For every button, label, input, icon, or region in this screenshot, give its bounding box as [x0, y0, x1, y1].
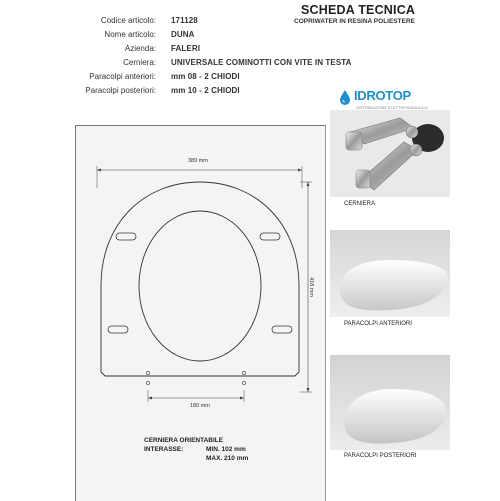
interasse-label: INTERASSE:	[144, 446, 184, 453]
seat-outline-drawing	[76, 126, 325, 501]
width-dimension-label: 389 mm	[188, 158, 208, 164]
spec-value-rear-bumpers: mm 10 - 2 CHIODI	[171, 86, 240, 95]
height-dimension-label: 418 mm	[307, 277, 314, 297]
spec-value-company: FALERI	[171, 44, 201, 53]
spec-label-hinge: Cerniera:	[123, 58, 156, 67]
brand-tagline: DISTRIBUZIONE ELETTROIDRAULICA	[356, 105, 428, 110]
page-title: SCHEDA TECNICA	[301, 3, 416, 17]
rear-bumper-photo	[330, 355, 450, 450]
spec-value-hinge: UNIVERSALE COMINOTTI CON VITE IN TESTA	[171, 58, 352, 67]
spec-label-code: Codice articolo:	[100, 16, 156, 25]
hinge-image	[330, 110, 450, 197]
hinge-caption: CERNIERA	[344, 201, 376, 207]
rear-bumper-caption: PARACOLPI POSTERIORI	[344, 453, 417, 459]
technical-drawing-panel	[75, 125, 326, 501]
spec-value-front-bumpers: mm 08 - 2 CHIODI	[171, 72, 240, 81]
hinge-spacing-label: 180 mm	[190, 403, 210, 409]
spec-value-code: 171128	[171, 16, 198, 25]
spec-label-rear-bumpers: Paracolpi posteriori:	[85, 86, 156, 95]
brand-name: IDROTOP	[354, 88, 411, 103]
spec-label-name: Nome articolo:	[104, 30, 156, 39]
front-bumper-image	[330, 230, 450, 317]
interasse-max: MAX. 210 mm	[206, 455, 249, 462]
spec-label-front-bumpers: Paracolpi anteriori:	[89, 72, 156, 81]
interasse-min: MIN. 102 mm	[206, 446, 246, 453]
page-subtitle: COPRIWATER IN RESINA POLIESTERE	[294, 18, 415, 25]
hinge-type-label: CERNIERA ORIENTABILE	[144, 437, 224, 444]
front-bumper-photo	[330, 230, 450, 317]
rear-bumper-image	[330, 355, 450, 450]
hinge-photo	[330, 110, 450, 197]
spec-value-name: DUNA	[171, 30, 195, 39]
front-bumper-caption: PARACOLPI ANTERIORI	[344, 321, 412, 327]
spec-label-company: Azienda:	[124, 44, 156, 53]
drop-icon	[338, 89, 352, 105]
